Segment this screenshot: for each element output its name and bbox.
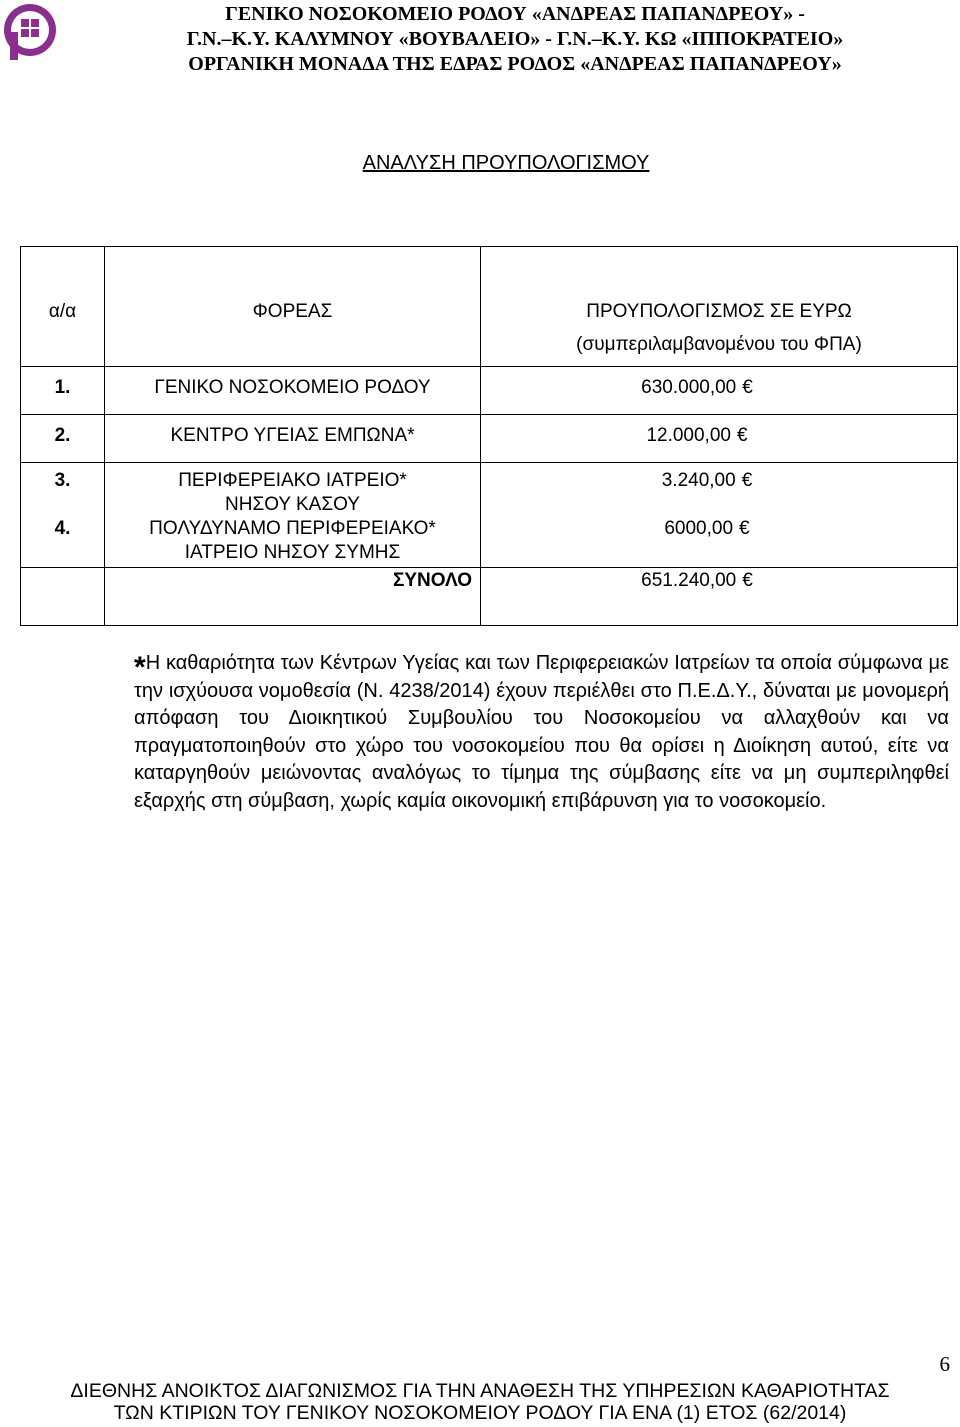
header-budget-note: (συμπεριλαμβανομένου του ΦΠΑ) <box>576 334 862 355</box>
row-amount <box>481 463 958 518</box>
table-row <box>21 517 958 567</box>
row-amount <box>481 415 958 463</box>
budget-table <box>20 246 958 626</box>
header-budget-label: ΠΡΟΥΠΟΛΟΓΙΣΜΟΣ ΣΕ ΕΥΡΩ <box>586 301 852 322</box>
row-num: 4. <box>21 517 105 567</box>
row-entity <box>105 517 481 567</box>
row-entity: ΚΕΝΤΡΟ ΥΓΕΙΑΣ ΕΜΠΩΝΑ* <box>105 415 481 463</box>
row-entity-line-2: ΝΗΣΟΥ ΚΑΣΟΥ <box>225 494 360 515</box>
page-number: 6 <box>939 1352 950 1376</box>
header-budget <box>481 247 958 367</box>
row-amount-value: 630.000,00 <box>641 377 737 398</box>
row-amount-value: 6000,00 <box>664 518 734 539</box>
hospital-logo-icon <box>2 2 58 62</box>
euro-symbol: € <box>736 425 748 446</box>
table-row <box>21 463 958 518</box>
euro-symbol: € <box>741 470 753 491</box>
footer-line-2: ΤΩΝ ΚΤΙΡΙΩΝ ΤΟΥ ΓΕΝΙΚΟΥ ΝΟΣΟΚΟΜΕΙΟΥ ΡΟΔΟΥ ΓΙΑ ΕΝΑ (1) ΕΤΟΣ (62/2014) <box>113 1402 847 1424</box>
table-row <box>21 367 958 415</box>
header-line-3: ΟΡΓΑΝΙΚΗ ΜΟΝΑΔΑ ΤΗΣ ΕΔΡΑΣ ΡΟΔΟΣ «ΑΝΔΡΕΑΣ ΠΑΠΑΝΔΡΕΟΥ» <box>188 53 842 75</box>
total-amount-value: 651.240,00 <box>641 569 737 591</box>
total-amount <box>481 567 958 626</box>
row-amount-value: 3.240,00 <box>661 470 736 491</box>
footnote-paragraph <box>134 650 949 815</box>
euro-symbol: € <box>742 569 753 591</box>
header-line-2: Γ.Ν.–Κ.Υ. ΚΑΛΥΜΝΟΥ «ΒΟΥΒΑΛΕΙΟ» - Γ.Ν.–Κ.Υ. ΚΩ «ΙΠΠΟΚΡΑΤΕΙΟ» <box>186 28 844 50</box>
row-entity: ΓΕΝΙΚΟ ΝΟΣΟΚΟΜΕΙΟ ΡΟΔΟΥ <box>105 367 481 415</box>
footnote-asterisk: * <box>134 651 146 684</box>
row-entity-line-1: ΠΕΡΙΦΕΡΕΙΑΚΟ ΙΑΤΡΕΙΟ* <box>178 470 407 491</box>
row-num: 2. <box>21 415 105 463</box>
total-label-cell <box>105 567 481 626</box>
table-header-row <box>21 247 958 367</box>
header-num: α/α <box>21 247 105 367</box>
table-total-row <box>21 567 958 626</box>
row-entity-line-1: ΠΟΛΥΔΥΝΑΜΟ ΠΕΡΙΦΕΡΕΙΑΚΟ* <box>149 518 436 539</box>
row-num: 3. <box>21 463 105 518</box>
row-entity-line-2: ΙΑΤΡΕΙΟ ΝΗΣΟΥ ΣΥΜΗΣ <box>184 542 401 563</box>
row-entity <box>105 463 481 518</box>
document-footer <box>0 1380 960 1424</box>
table-row <box>21 415 958 463</box>
header-entity: ΦΟΡΕΑΣ <box>105 247 481 367</box>
row-amount <box>481 517 958 567</box>
footnote-text: Η καθαριότητα των Κέντρων Υγείας και των Περιφερειακών Ιατρείων τα οποία σύμφωνα με την ισχύουσα νομοθεσία (Ν. 4238/2014) έχουν περιέλθει στο Π.Ε.Δ.Υ., δύναται με μονομερή απόφαση του Διοικητικού Συμβουλίου του Νοσοκομείου να αλλαχθούν και να πραγματοποιηθούν στο χώρο του νοσοκομείου που θα ορίσει η Διοίκηση αυτού, είτε να καταργηθούν μειώνοντας αναλόγως το τίμημα της σύμβασης είτε να μη συμπεριληφθεί εξαρχής στη σύμβαση, χωρίς καμία οικονομική επιβάρυνση για το νοσοκομείο. <box>134 652 949 812</box>
row-amount-value: 12.000,00 <box>646 425 731 446</box>
document-header <box>70 2 960 77</box>
total-num-cell <box>21 567 105 626</box>
header-line-1: ΓΕΝΙΚΟ ΝΟΣΟΚΟΜΕΙΟ ΡΟΔΟΥ «ΑΝΔΡΕΑΣ ΠΑΠΑΝΔΡΕΟΥ» - <box>225 3 805 25</box>
total-label: ΣΥΝΟΛΟ <box>392 569 472 591</box>
page-title: ΑΝΑΛΥΣΗ ΠΡΟΥΠΟΛΟΓΙΣΜΟΥ <box>362 152 650 174</box>
euro-symbol: € <box>742 377 753 398</box>
euro-symbol: € <box>739 518 750 539</box>
row-amount <box>481 367 958 415</box>
row-num: 1. <box>21 367 105 415</box>
footer-line-1: ΔΙΕΘΝΗΣ ΑΝΟΙΚΤΟΣ ΔΙΑΓΩΝΙΣΜΟΣ ΓΙΑ ΤΗΝ ΑΝΑΘΕΣΗ ΤΗΣ ΥΠΗΡΕΣΙΩΝ ΚΑΘΑΡΙΟΤΗΤΑΣ <box>70 1380 890 1402</box>
